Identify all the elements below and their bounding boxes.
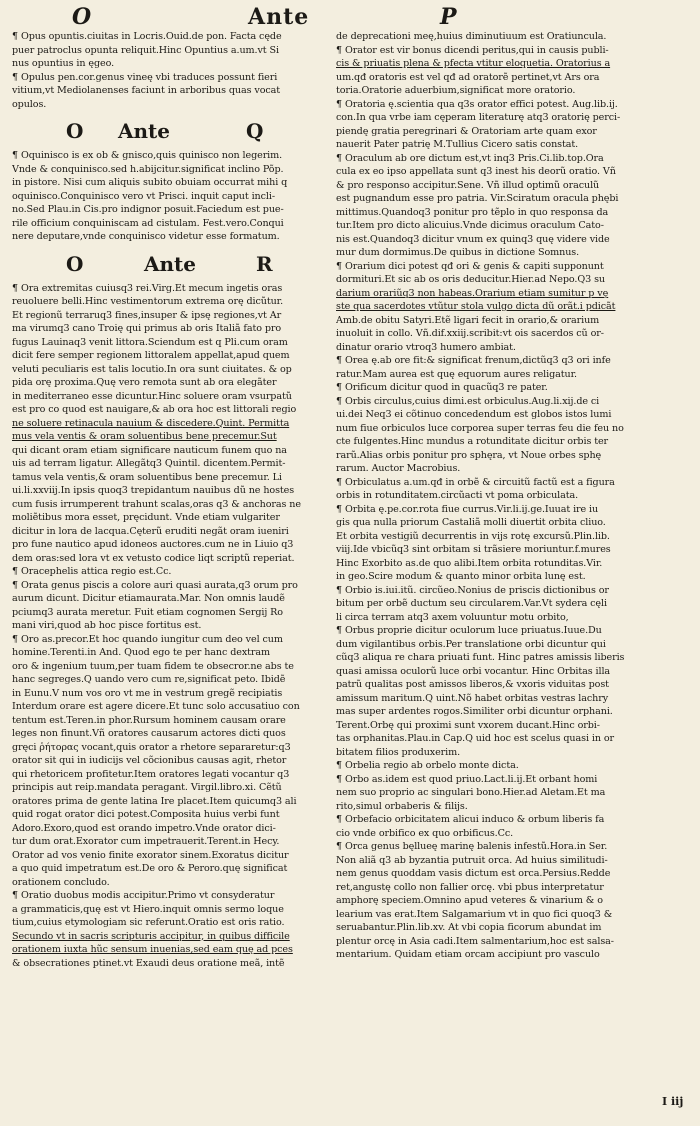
text-line: viij.Ide vbicũq3 sint orbitam si trãsiere moriuntur.f.mures	[336, 544, 611, 555]
text-line: ratur.Mam aurea est quę equorum aures religatur.	[336, 368, 577, 380]
left-column	[12, 4, 326, 970]
text-line: de deprecationi meę,huius diminutiuum est Oratiuncula.	[336, 31, 607, 42]
text-line: rarũ.Alias orbis ponitur pro sphęra, vt Noue orbes sphę	[336, 449, 602, 461]
section-word: Ante	[118, 119, 171, 143]
text-line: orationem concludo.	[12, 876, 110, 888]
section-letter-left: O	[66, 119, 84, 143]
section-word: Ante	[144, 251, 197, 276]
text-line: tur.Item pro dicto alicuius.Vnde dicimus oraculum Cato-	[336, 220, 604, 231]
section-letter-left: O	[66, 251, 84, 276]
text-line: mus vela ventis & oram soluentibus bene precemur.Sut	[12, 431, 277, 442]
entry-block-right	[336, 30, 686, 962]
text-line: tentum est.Teren.in phor.Rursum hominem causam orare	[12, 714, 286, 726]
text-line: Orator ad vos venio finite exorator sinem.Exoratus dicitur	[12, 849, 289, 861]
text-line: oquinisco.Conquinisco vero vt Prisci. inquit caput incli-	[12, 190, 275, 202]
entry-block-1	[12, 30, 326, 111]
text-line: ¶ Orarium dici potest qđ ori & genis & capiti supponunt	[336, 260, 604, 272]
text-line: ste qua sacerdotes vtũtur stola vulgo dicta dũ orãt.i pdicãt	[336, 301, 616, 312]
text-line: principis aut reip.mandata peragant. Virgil.libro.xi. Cẽtũ	[12, 782, 282, 793]
header-word: Ante	[248, 4, 310, 30]
text-line: reuoluere belli.Hinc vestimentorum extrema orę dicũtur.	[12, 296, 284, 307]
text-line: Secundo vt in sacris scripturis accipitur, in quibus difficile	[12, 930, 290, 942]
text-line: um.qđ oratoris est vel qđ ad oratorẽ pertinet,vt Ars ora	[336, 71, 600, 83]
text-line: in mediterraneo esse dicuntur.Hinc soluere oram vsurpatũ	[12, 390, 292, 402]
text-line: nere deputare,vnde conquinisco videtur esse formatum.	[12, 231, 280, 242]
text-line: darium orariũq3 non habeas.Orarium etiam sumitur p vę	[336, 287, 609, 299]
text-line: aurum dicunt. Dicitur etiamaurata.Mar. Non omnis laudẽ	[12, 593, 285, 604]
text-line: tium,cuius etymologiam sic referunt.Oratio est oris ratio.	[12, 917, 285, 928]
text-line: cula ex eo ipso appellata sunt q3 inest his deorũ oratio. Vñ	[336, 166, 616, 177]
text-line: ¶ Orbefacio orbicitatem alicui induco & orbum liberis fa	[336, 814, 605, 825]
text-line: ret,angustę collo non fallier orcę. vbi pbus interpretatur	[336, 881, 604, 893]
text-line: ¶ Orbis circulus,cuius dimi.est orbiculus.Aug.li.xij.de ci	[336, 395, 600, 407]
text-line: Hinc Exorbito as.de quo alibi.Item orbita rotunditas.Vir.	[336, 557, 603, 569]
text-line: ma virumq3 cano Troię qui primus ab oris Italiã fato pro	[12, 323, 282, 334]
text-line: a quo quid impetratum est.De oro & Peroro.quę significat	[12, 863, 288, 874]
text-line: cũq3 aliqua re chara priuati funt. Hinc patres amissis liberis	[336, 652, 625, 663]
text-line: amphorę speciem.Omnino apud veteres & vinarium & o	[336, 895, 603, 906]
text-line: ¶ Orbus proprie dicitur oculorum luce priuatus.Iuue.Du	[336, 625, 602, 636]
text-line: hanc segreges.Q uando vero cum re,significat peto. Ibidẽ	[12, 674, 286, 685]
text-line: nis est.Quandoq3 dicitur vnum ex quinq3 quę videre vide	[336, 233, 610, 245]
text-line: orationem iuxta hũc sensum inuenias,sed eam quę ad pces	[12, 944, 293, 955]
section-letter-right: Q	[246, 119, 264, 143]
entry-block-2	[12, 149, 326, 244]
text-line: bitum per orbẽ ductum seu circularem.Var.Vt sydera cęli	[336, 598, 607, 609]
text-line: pciumq3 aurata meretur. Fuit etiam cognomen Sergij Ro	[12, 606, 283, 618]
text-line: ¶ Orbo as.idem est quod priuo.Lact.li.ij.Et orbant homi	[336, 773, 598, 785]
text-line: mur dum dormimus.De quibus in dictione Somnus.	[336, 247, 580, 258]
text-line: con.In qua vrbe iam cęperam literaturę atq3 oratorię perci-	[336, 112, 621, 123]
text-line: toria.Oratorie aduerbium,significat more oratorio.	[336, 85, 576, 96]
text-line: ¶ Orbio is.iui.itũ. circũeo.Nonius de priscis dictionibus or	[336, 584, 609, 596]
text-line: nem genus quoddam vasis dictum est orca.Persius.Redde	[336, 868, 611, 879]
text-line: ¶ Orca genus bęllueę marinę balenis infestũ.Hora.in Ser.	[336, 841, 608, 852]
text-line: a grammaticis,quę est vt Hiero.inquit omnis sermo loque	[12, 903, 284, 915]
text-line: moliẽtibus mora esset, pręcidunt. Vnde etiam vulgariter	[12, 512, 280, 523]
text-line: inuoluit in collo. Vñ.dif.xxiij.scribit:vt ois sacerdos cũ or-	[336, 328, 604, 339]
text-line: Vnde & conquinisco.sed h.abijcitur.significat inclino Põp.	[12, 163, 284, 175]
text-line: amissum maritum.Q uint.Nõ habet orbitas vestras lachry	[336, 692, 609, 704]
text-line: ¶ Orata genus piscis a colore auri quasi aurata,q3 orum pro	[12, 579, 298, 591]
signature-mark: I iij	[662, 1095, 684, 1108]
text-line: ¶ Orator est vir bonus dicendi peritus,qui in causis publi-	[336, 44, 609, 56]
text-line: orator sit qui in iudicijs vel cõcionibus causas agit, rhetor	[12, 755, 287, 766]
text-line: ¶ Opulus pen.cor.genus vineę vbi traduces possunt fieri	[12, 71, 278, 83]
text-line: veluti peculiaris est talis locutio.In ora sunt ciuitates. & op	[12, 363, 292, 375]
right-column	[336, 4, 686, 962]
text-line: leges non finunt.Vñ oratores causarum actores dicti quos	[12, 728, 286, 739]
text-line: uis ad terram ligatur. Allegãtq3 Quintil. dicentem.Permit-	[12, 458, 286, 469]
text-line: fugus Lauinaq3 venit littora.Sciendum est q Pli.cum oram	[12, 336, 288, 348]
text-line: ¶ Orificum dicitur quod in quacũq3 re pater.	[336, 382, 548, 393]
text-line: vitium,vt Mediolanenses faciunt in arboribus quas vocat	[12, 85, 281, 96]
text-line: mas super ardentes rogos.Similiter orbi dicuntur orphani.	[336, 706, 613, 717]
text-line: mittimus.Quandoq3 ponitur pro tẽplo in quo responsa da	[336, 206, 609, 218]
text-line: ¶ Ora extremitas cuiusq3 rei.Virg.Et mecum ingetis oras	[12, 282, 283, 294]
text-line: learium vas erat.Item Salgamarium vt in quo fici quoq3 &	[336, 908, 613, 920]
header-letter-right-page: P	[440, 4, 457, 30]
right-running-header	[336, 4, 686, 30]
text-line: in geo.Scire modum & quanto minor orbita lunę est.	[336, 571, 586, 582]
text-line: num fiue orbiculos luce corporea super terras feu die feu no	[336, 422, 624, 434]
text-line: ¶ Oracephelis attica regio est.Cc.	[12, 566, 172, 577]
text-line: plentur orcę in Asia cadi.Item salmentarium,hoc est salsa-	[336, 935, 614, 947]
text-line: gis qua nulla priorum Castaliã molli diuertit orbita cliuo.	[336, 517, 606, 528]
text-line: oratores prima de gente latina Ire placet.Item quicumq3 ali	[12, 795, 297, 807]
text-line: ¶ Oro as.precor.Et hoc quando iungitur cum deo vel cum	[12, 633, 283, 645]
text-line: dinatur orario vtroq3 humero ambiat.	[336, 341, 516, 353]
text-line: cum fusis irrumperent trahunt scalas,oras q3 & anchoras ne	[12, 498, 301, 510]
text-line: quid rogat orator dici potest.Composita huius verbi funt	[12, 809, 280, 820]
section-heading-OR	[12, 248, 326, 280]
text-line: piendę gratia peregrinari & Oratoriam arte quam exor	[336, 125, 597, 137]
text-line: dormituri.Et sic ab os oris deducitur.Hier.ad Nepo.Q3 su	[336, 274, 605, 285]
text-line: pida orę proxima.Quę vero remota sunt ab ora elegãter	[12, 377, 277, 388]
text-line: Interdum orare est agere dicere.Et tunc solo accusatiuo con	[12, 701, 300, 712]
text-line: no.Sed Plau.in Cis.pro indignor posuit.Faciedum est pue-	[12, 204, 284, 215]
section-letter-right: R	[256, 251, 273, 276]
text-line: rile officium conquiniscam ad cistulam. Fest.vero.Conqui	[12, 217, 284, 229]
text-line: est pro co quod est nauigare,& ab ora hoc est littorali regio	[12, 404, 297, 415]
text-line: li circa terram atq3 axem voluuntur motu orbito,	[336, 611, 569, 623]
text-line: ne soluere retinacula nauium & discedere.Quint. Permitta	[12, 417, 290, 429]
text-line: ¶ Orbiculatus a.um.qđ in orbẽ & circuitũ factũ est a figura	[336, 476, 615, 488]
text-line: Non aliã q3 ab byzantia putruit orca. Ad huius similitudi-	[336, 854, 608, 866]
text-line: qui dicant oram etiam significare nauticum funem quo na	[12, 444, 287, 456]
text-line: opulos.	[12, 98, 47, 110]
text-line: qui rhetoricem profitetur.Item oratores legati vocantur q3	[12, 768, 290, 780]
text-line: tas orphanitas.Plau.in Cap.Q uid hoc est scelus quasi in or	[336, 733, 615, 744]
text-line: tur dum orat.Exorator cum impetrauerit.Terent.in Hecy.	[12, 836, 280, 847]
text-line: Et orbita vestigiũ decurrentis in vijs rotę excursũ.Plin.lib.	[336, 530, 610, 542]
text-line: bitatem filios produxerim.	[336, 746, 461, 758]
text-line: patrũ qualitas post amissos liberos,& vxoris viduitas post	[336, 679, 609, 690]
text-line: dum vigilantibus orbis.Per translatione orbi dicuntur qui	[336, 638, 606, 650]
text-line: ¶ Oratoria ę.scientia qua q3s orator effici potest. Aug.lib.ij.	[336, 98, 618, 110]
text-line: ¶ Oratio duobus modis accipitur.Primo vt consyderatur	[12, 890, 275, 901]
text-line: Terent.Orbę qui proximi sunt vxorem ducant.Hinc orbi-	[336, 719, 600, 731]
header-letter-left: O	[72, 4, 92, 30]
text-line: ¶ Oraculum ab ore dictum est,vt inq3 Pris.Ci.lib.top.Ora	[336, 152, 604, 164]
text-line: ui.li.xxviij.In ipsis quoq3 trepidantum nauibus dũ ne hostes	[12, 485, 295, 496]
text-line: seruabantur.Plin.lib.xv. At vbi copia ficorum abundat im	[336, 922, 602, 933]
text-line: in pistore. Nisi cum aliquis subito obuiam occurrat mihi q	[12, 177, 288, 188]
text-line: cte fulgentes.Hinc mundus a rotunditate dicitur orbis ter	[336, 436, 609, 447]
text-line: gręci ῥήτορας vocant,quis orator a rhetore separaretur:q3	[12, 741, 291, 753]
text-line: dicitur in lora de lacqua.Cęterũ eruditi negãt oram iueniri	[12, 525, 289, 537]
text-line: ¶ Opus opuntis.ciuitas in Locris.Ouid.de pon. Facta cęde	[12, 31, 282, 42]
left-running-header	[12, 4, 326, 30]
text-line: Adoro.Exoro,quod est orando impetro.Vnde orator dici-	[12, 822, 276, 834]
text-line: pro fune nautico apud idoneos auctores.cum ne in Liuio q3	[12, 539, 294, 550]
text-line: ¶ Oquinisco is ex ob & gnisco,quis quinisco non legerim.	[12, 150, 283, 161]
text-line: mentarium. Quidam etiam orcam accipiunt pro vasculo	[336, 949, 600, 960]
text-line: nauerit Pater patrię M.Tullius Cicero satis constat.	[336, 139, 579, 150]
text-line: nem suo proprio ac singulari bono.Hier.ad Aletam.Et ma	[336, 787, 606, 798]
section-heading-OQ	[12, 115, 326, 147]
text-line: orbis in rotunditatem.circũacti vt poma orbiculata.	[336, 490, 579, 501]
text-line: Amb.de obitu Satyri.Etẽ ligari fecit in orario,& orarium	[336, 314, 600, 326]
text-line: oro & ingenium tuum,per tuam fidem te obsecror.ne abs te	[12, 660, 294, 672]
text-line: est pugnandum esse pro patria. Vir.Sciratum oracula phębi	[336, 193, 619, 204]
text-line: tamus vela ventis,& oram soluentibus bene precemur. Li	[12, 471, 282, 483]
text-line: & pro responso accipitur.Sene. Vñ illud optimũ oraculũ	[336, 179, 600, 191]
text-line: ¶ Orbita ę.pe.cor.rota fiue currus.Vir.li.ij.ge.Iuuat ire iu	[336, 503, 599, 515]
text-line: homine.Terenti.in And. Quod ego te per hanc dextram	[12, 647, 270, 658]
text-line: Et regionũ terraruq3 fines,insuper & ipsę regiones,vt Ar	[12, 309, 282, 321]
text-line: in Eunu.V num vos oro vt me in vestrum gregẽ recipiatis	[12, 687, 283, 699]
text-line: cio vnde orbifico ex quo orbificus.Cc.	[336, 827, 514, 839]
entry-block-3	[12, 282, 326, 971]
text-line: nus opuntius in ęgeo.	[12, 58, 115, 69]
text-line: rito,simul orbaberis & filijs.	[336, 800, 468, 812]
text-line: dem oras:sed lora vt ex vetusto codice liqt scriptũ reperiat.	[12, 552, 295, 564]
text-line: mani viri,quod ab hoc pisce fortitus est.	[12, 620, 202, 631]
text-line: ¶ Orbelia regio ab orbelo monte dicta.	[336, 760, 519, 771]
text-line: dicit fere semper regionem littoralem appellat,apud quem	[12, 350, 290, 361]
text-line: puer patroclus opunta reliquit.Hinc Opuntius a.um.vt Si	[12, 44, 279, 56]
text-line: ui.dei Neq3 ei cõtinuo concedendum est globos istos lumi	[336, 409, 612, 420]
text-line: quasi amissa oculorũ luce orbi vocantur. Hinc Orbitas illa	[336, 665, 611, 677]
text-line: & obsecrationes ptinet.vt Exaudi deus oratione meã, intẽ	[12, 957, 285, 969]
text-line: cis & priuatis plena & pfecta vtitur eloquetia. Oratorius a	[336, 58, 611, 69]
text-line: ¶ Orea ę.ab ore fit:& significat frenum,dictũq3 q3 ori infe	[336, 355, 611, 366]
text-line: rarum. Auctor Macrobius.	[336, 463, 461, 474]
